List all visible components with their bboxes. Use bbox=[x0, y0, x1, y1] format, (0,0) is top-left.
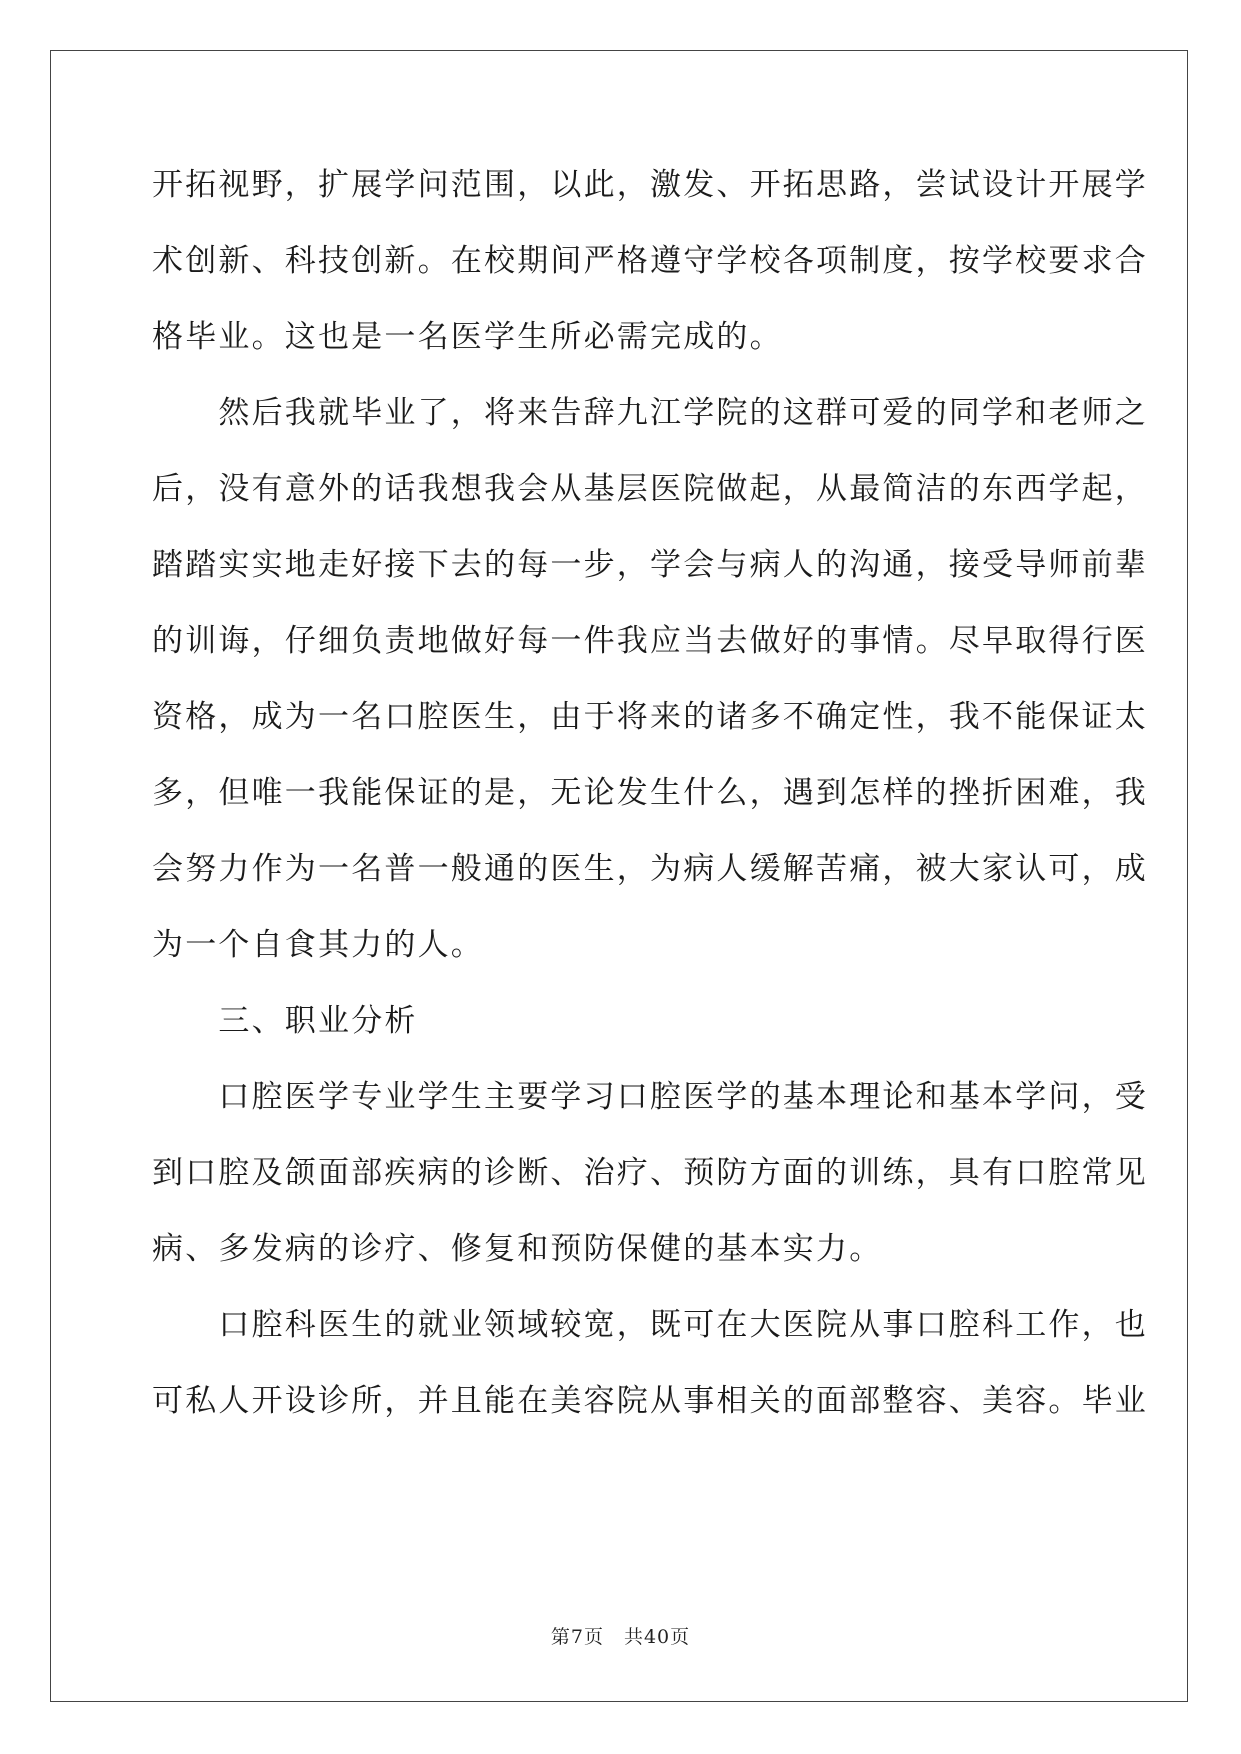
text-line: 后，没有意外的话我想我会从基层医院做起，从最简洁的东西学起， bbox=[152, 471, 1148, 507]
text-line: 多，但唯一我能保证的是，无论发生什么，遇到怎样的挫折困难，我 bbox=[152, 775, 1148, 811]
page-number-footer: 第7页 共40页 bbox=[550, 1626, 691, 1648]
text-line: 然后我就毕业了，将来告辞九江学院的这群可爱的同学和老师之 bbox=[152, 395, 1148, 431]
text-line: 资格，成为一名口腔医生，由于将来的诸多不确定性，我不能保证太 bbox=[152, 699, 1148, 735]
text-line: 口腔科医生的就业领域较宽，既可在大医院从事口腔科工作，也 bbox=[152, 1307, 1148, 1343]
text-line: 格毕业。这也是一名医学生所必需完成的。 bbox=[152, 319, 783, 355]
text-line: 为一个自食其力的人。 bbox=[152, 927, 484, 963]
text-line: 病、多发病的诊疗、修复和预防保健的基本实力。 bbox=[152, 1231, 883, 1267]
text-line: 会努力作为一名普一般通的医生，为病人缓解苦痛，被大家认可，成 bbox=[152, 851, 1148, 887]
text-line: 可私人开设诊所，并且能在美容院从事相关的面部整容、美容。毕业 bbox=[152, 1383, 1148, 1419]
text-line: 开拓视野，扩展学问范围，以此，激发、开拓思路，尝试设计开展学 bbox=[152, 167, 1148, 203]
text-line: 踏踏实实地走好接下去的每一步，学会与病人的沟通，接受导师前辈 bbox=[152, 547, 1148, 583]
text-line: 到口腔及颌面部疾病的诊断、治疗、预防方面的训练，具有口腔常见 bbox=[152, 1155, 1148, 1191]
text-line: 口腔医学专业学生主要学习口腔医学的基本理论和基本学问，受 bbox=[152, 1079, 1148, 1115]
section-heading: 三、职业分析 bbox=[152, 1003, 418, 1039]
document-body bbox=[152, 162, 1148, 1454]
text-line: 的训诲，仔细负责地做好每一件我应当去做好的事情。尽早取得行医 bbox=[152, 623, 1148, 659]
text-line: 术创新、科技创新。在校期间严格遵守学校各项制度，按学校要求合 bbox=[152, 243, 1148, 279]
